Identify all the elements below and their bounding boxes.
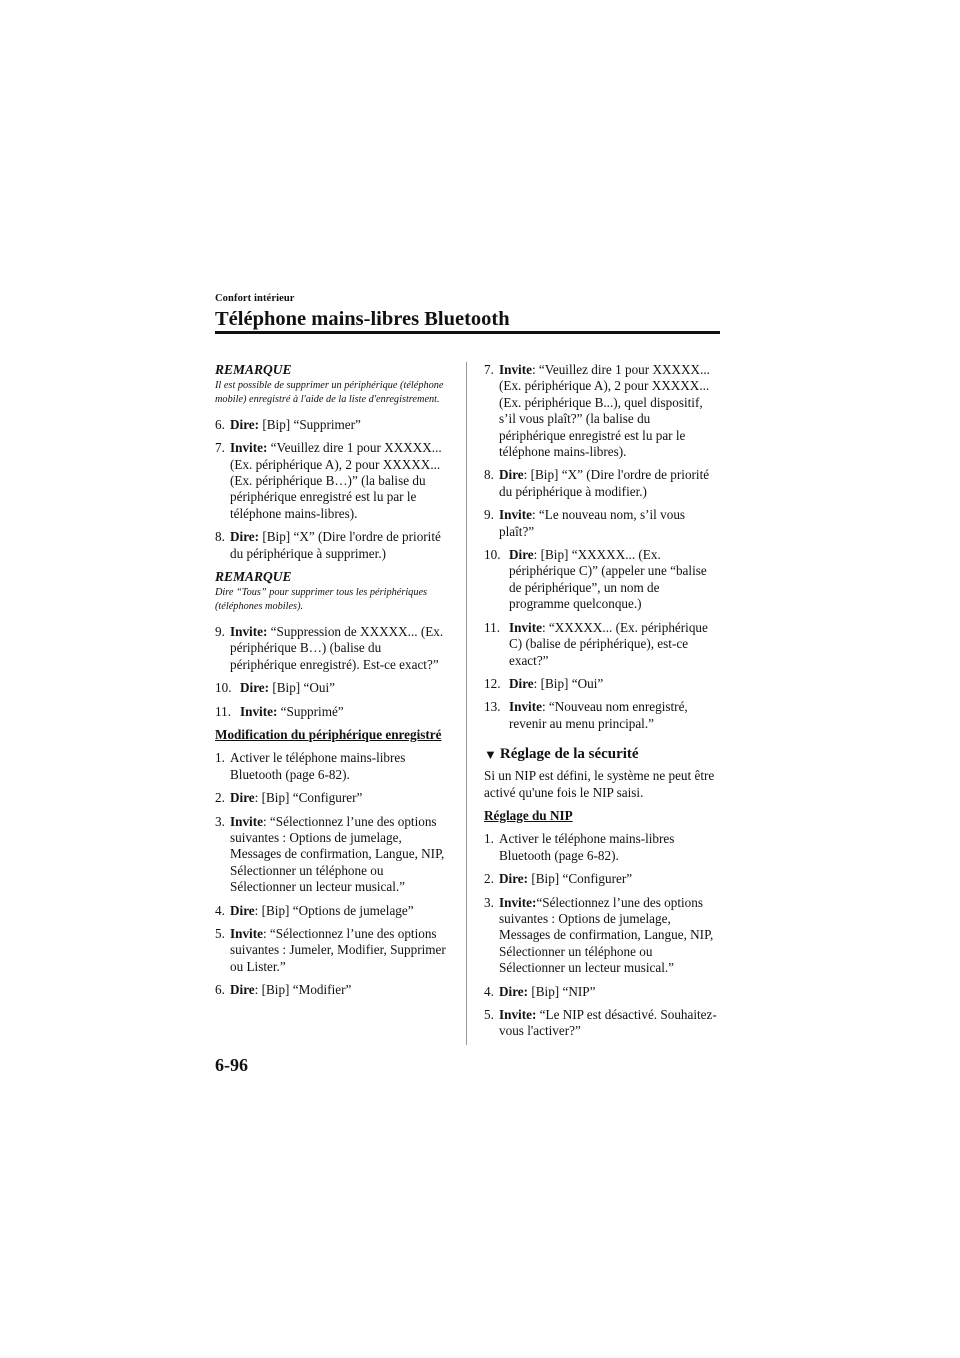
step-text: [Bip] “Configurer”	[528, 871, 633, 887]
note-text: Il est possible de supprimer un périphérique (téléphone mobile) enregistré à l'aide de la liste d'enregistrement.	[215, 380, 444, 405]
step-number: 6.	[215, 982, 225, 998]
step-item	[215, 903, 451, 919]
step-keyword: Dire	[509, 675, 534, 691]
step-item	[484, 984, 720, 1000]
step-keyword: Invite:	[230, 623, 268, 639]
subheading-modify-device: Modification du périphérique enregistré	[215, 726, 442, 742]
step-number: 5.	[484, 1007, 494, 1022]
step-item	[215, 926, 451, 975]
step-number: 10.	[215, 680, 232, 696]
subheading-pin: Réglage du NIP	[484, 807, 573, 823]
step-item	[215, 704, 451, 720]
step-text: : “Nouveau nom enregistré, revenir au menu principal.”	[509, 699, 688, 731]
step-keyword: Invite	[230, 813, 263, 829]
step-item	[484, 895, 720, 977]
step-text: : [Bip] “XXXXX... (Ex. périphérique C)” (appeler une “balise de périphérique”, un nom de programme quelconque.)	[509, 547, 707, 612]
step-item	[215, 417, 451, 433]
step-item	[215, 440, 451, 522]
step-text: : “XXXXX... (Ex. périphérique C) (balise de périphérique), est-ce exact?”	[509, 619, 708, 668]
step-number: 10.	[484, 547, 501, 563]
step-keyword: Invite	[499, 507, 532, 523]
step-item	[215, 790, 451, 806]
step-number: 9.	[484, 507, 494, 523]
note-heading: REMARQUE	[215, 362, 292, 377]
triangle-down-icon: ▼	[484, 747, 497, 763]
step-keyword: Invite:	[499, 1007, 537, 1022]
step-text: Activer le téléphone mains-libres Bluetooth (page 6-82).	[499, 831, 675, 863]
step-keyword: Invite	[509, 699, 542, 715]
step-keyword: Dire:	[499, 871, 529, 887]
section-paragraph: Si un NIP est défini, le système ne peut être activé qu'une fois le NIP saisi.	[484, 768, 715, 800]
step-item	[215, 624, 451, 673]
step-item	[484, 362, 720, 460]
title-rule	[215, 331, 720, 334]
step-keyword: Invite	[499, 362, 532, 377]
step-number: 1.	[215, 750, 225, 766]
step-item	[484, 871, 720, 887]
step-text: “Le NIP est désactivé. Souhaitez-vous l'activer?”	[499, 1007, 717, 1039]
page-number: 6-96	[215, 1055, 248, 1075]
step-text: : “Sélectionnez l’une des options suivantes : Options de jumelage, Messages de confirmation, Langue, NIP, Sélectionner un téléphone ou Sélectionner un lecteur musical.”	[230, 813, 445, 895]
left-column	[215, 362, 451, 1006]
step-number: 5.	[215, 925, 225, 941]
step-keyword: Dire:	[240, 680, 270, 696]
step-item	[484, 831, 720, 864]
step-keyword: Invite	[230, 925, 263, 941]
step-number: 8.	[484, 467, 494, 483]
step-item	[484, 699, 720, 732]
step-item	[484, 507, 720, 540]
step-keyword: Dire	[230, 790, 255, 806]
column-divider	[466, 362, 467, 1045]
step-keyword: Dire	[499, 467, 524, 483]
step-number: 4.	[215, 902, 225, 918]
step-number: 2.	[484, 871, 494, 887]
note-heading: REMARQUE	[215, 569, 292, 585]
step-text: : [Bip] “Options de jumelage”	[254, 902, 414, 918]
step-number: 8.	[215, 529, 225, 545]
step-number: 11.	[215, 703, 231, 719]
step-keyword: Invite:	[499, 894, 537, 910]
step-number: 7.	[484, 362, 494, 377]
step-text: : [Bip] “X” (Dire l'ordre de priorité du périphérique à modifier.)	[499, 467, 710, 499]
section-heading-text: Réglage de la sécurité	[499, 746, 639, 763]
step-item	[484, 620, 720, 669]
step-item	[215, 680, 451, 696]
step-text: [Bip] “Oui”	[269, 680, 335, 696]
step-text: “Sélectionnez l’une des options suivantes : Options de jumelage, Messages de confirmation, Langue, NIP, Sélectionner un téléphone ou Sélectionner un lecteur musical.”	[499, 894, 714, 976]
step-number: 6.	[215, 416, 225, 432]
step-text: : “Veuillez dire 1 pour XXXXX... (Ex. périphérique A), 2 pour XXXXX... (Ex. périphérique B...), quel dispositif, s’il vous plaît?” (la balise du périphérique enregistré est lu par le téléphone mains-libres).	[499, 362, 710, 460]
step-text: [Bip] “NIP”	[528, 983, 596, 999]
step-text: “Suppression de XXXXX... (Ex. périphérique B…) (balise du périphérique enregistré). Est-ce exact?”	[230, 623, 444, 672]
page-title: Téléphone mains-libres Bluetooth	[215, 308, 510, 330]
right-column	[484, 362, 720, 1047]
step-number: 2.	[215, 790, 225, 806]
section-label: Confort intérieur	[215, 293, 295, 304]
step-item	[215, 982, 451, 998]
step-keyword: Invite:	[240, 703, 278, 719]
step-item	[484, 547, 720, 613]
step-text: [Bip] “X” (Dire l'ordre de priorité du périphérique à supprimer.)	[230, 529, 441, 561]
step-text: “Veuillez dire 1 pour XXXXX... (Ex. périphérique A), 2 pour XXXXX... (Ex. périphérique B…)” (la balise du périphérique enregistré est lu par le téléphone mains-libres).	[230, 440, 442, 521]
note-text: Dire “Tous” pour supprimer tous les périphériques (téléphones mobiles).	[215, 587, 428, 612]
step-item	[215, 814, 451, 896]
step-number: 3.	[484, 894, 494, 910]
step-number: 4.	[484, 983, 494, 999]
section-heading-security	[484, 745, 720, 764]
step-item	[215, 529, 451, 562]
step-list	[215, 417, 451, 562]
step-number: 9.	[215, 623, 225, 639]
step-keyword: Invite:	[230, 440, 268, 456]
step-text: : [Bip] “Configurer”	[254, 790, 363, 806]
step-text: “Supprimé”	[277, 703, 344, 719]
step-text: : [Bip] “Modifier”	[254, 982, 352, 998]
step-number: 12.	[484, 675, 501, 691]
step-list	[215, 750, 451, 998]
step-number: 1.	[484, 831, 494, 847]
step-item	[484, 467, 720, 500]
step-keyword: Dire	[230, 902, 255, 918]
step-number: 13.	[484, 699, 501, 715]
step-keyword: Dire	[509, 547, 534, 563]
page-header	[215, 293, 720, 332]
step-keyword: Dire:	[230, 529, 260, 545]
step-text: : “Le nouveau nom, s’il vous plaît?”	[499, 507, 686, 539]
step-number: 3.	[215, 813, 225, 829]
step-list	[215, 624, 451, 720]
step-text: : [Bip] “Oui”	[533, 675, 604, 691]
step-number: 7.	[215, 440, 225, 456]
step-text: : “Sélectionnez l’une des options suivantes : Jumeler, Modifier, Supprimer ou Lister.”	[230, 925, 446, 974]
step-text: Activer le téléphone mains-libres Bluetooth (page 6-82).	[230, 750, 406, 782]
step-list	[484, 362, 720, 732]
step-keyword: Dire	[230, 982, 255, 998]
step-item	[484, 1007, 720, 1040]
step-item	[484, 676, 720, 692]
step-keyword: Dire:	[499, 983, 529, 999]
step-item	[215, 750, 451, 783]
step-keyword: Invite	[509, 619, 542, 635]
step-keyword: Dire:	[230, 416, 260, 432]
step-text: [Bip] “Supprimer”	[259, 416, 361, 432]
step-list	[484, 831, 720, 1039]
step-number: 11.	[484, 619, 500, 635]
